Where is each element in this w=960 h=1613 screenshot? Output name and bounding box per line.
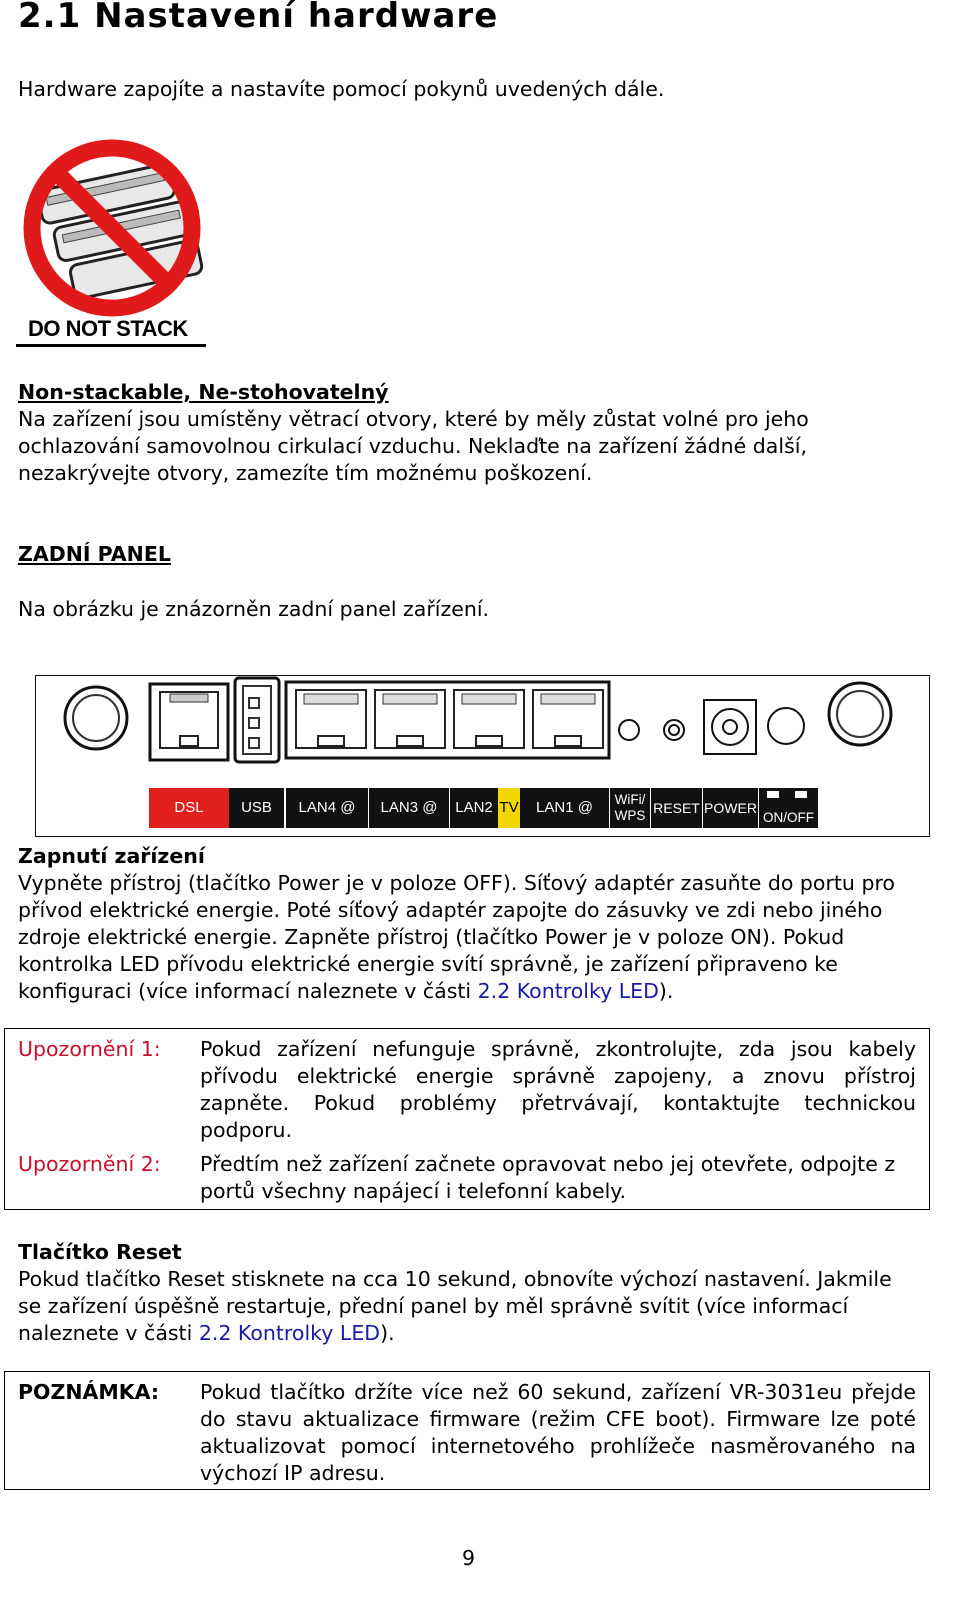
label-reset	[651, 788, 702, 828]
power-switch-icon	[768, 708, 804, 744]
power-on-text: Vypněte přístroj (tlačítko Power je v poloze OFF). Síťový adaptér zasuňte do portu pro přívod elektrické energie. Poté síťový adaptér zapojte do zásuvky ve zdi nebo jiného zdroje elektrické energie. Zapněte přístroj (tlačítko Power je v poloze ON). Pokud kontrolka LED přívodu elektrické energie svítí správně, je zařízení připraveno ke konfiguraci (více informací naleznete v části	[18, 871, 895, 1003]
label-onoff	[759, 788, 818, 828]
rear-panel-diagram	[35, 675, 930, 837]
warning-2-text: Předtím než zařízení začnete opravovat nebo jej otevřete, odpojte z portů všechny napájecí i telefonní kabely.	[200, 1152, 896, 1203]
no-stack-icon	[14, 128, 214, 350]
non-stackable-body: Na zařízení jsou umístěny větrací otvory, které by měly zůstat volné pro jeho ochlazování samovolnou cirkulací vzduchu. Neklaďte na zařízení žádné další, nezakrývejte otvory, zamezíte tím možnému poškození.	[18, 407, 809, 485]
power-on-title: Zapnutí zařízení	[18, 844, 205, 868]
power-jack-icon	[704, 700, 756, 754]
reset-body	[18, 1266, 913, 1347]
label-tv-text: TV	[499, 799, 519, 816]
antenna-right-icon	[829, 683, 891, 745]
label-wifi-text: WiFi/	[614, 792, 646, 807]
note-text: Pokud tlačítko držíte více než 60 sekund, zařízení VR-3031eu přejde do stavu aktualizace firmware (režim CFE boot). Firmware lze poté aktualizovat pomocí internetového prohlížeče nasměrovaného na výchozí IP adresu.	[200, 1380, 916, 1485]
rear-panel-title: ZADNÍ PANEL	[18, 542, 171, 566]
reset-title: Tlačítko Reset	[18, 1240, 182, 1264]
warning-1-label: Upozornění 1:	[18, 1037, 161, 1061]
label-lan1-text: LAN1 @	[536, 799, 593, 816]
label-usb	[229, 788, 284, 828]
usb-port-icon	[235, 678, 279, 762]
wps-button-icon	[619, 720, 639, 740]
reset-text: Pokud tlačítko Reset stisknete na cca 10 sekund, obnovíte výchozí nastavení. Jakmile se zařízení úspěšně restartuje, přední panel by měl správně svítit (více informací naleznete v části	[18, 1267, 892, 1345]
sign-underline	[16, 344, 206, 347]
page-title: 2.1 Nastavení hardware	[18, 0, 499, 36]
antenna-left-icon	[65, 687, 127, 749]
label-onoff-text: ON/OFF	[763, 810, 814, 825]
label-usb-text: USB	[241, 799, 272, 816]
power-on-body	[18, 870, 933, 1005]
label-lan3	[369, 788, 449, 828]
power-on-tail: ).	[658, 979, 674, 1003]
lan-ports-icon	[286, 682, 609, 758]
switch-off-icon	[767, 791, 779, 798]
label-dsl	[149, 788, 229, 828]
label-dsl-text: DSL	[174, 799, 204, 816]
reset-led-link[interactable]: 2.2 Kontrolky LED	[198, 1321, 381, 1345]
non-stackable-title: Non-stackable, Ne-stohovatelný	[18, 380, 389, 404]
switch-on-icon	[795, 791, 807, 798]
label-lan2	[450, 788, 498, 828]
reset-button-icon	[664, 720, 684, 740]
warning-1-text: Pokud zařízení nefunguje správně, zkontrolujte, zda jsou kabely přívodu elektrické energie správně zapojeny, a znovu přístroj zapněte. Pokud problémy přetrvávají, kontaktujte technickou podporu.	[200, 1037, 916, 1142]
label-power-text: POWER	[704, 800, 757, 816]
reset-tail: ).	[380, 1321, 395, 1345]
stack-sign-label: DO NOT STACK	[28, 316, 188, 341]
rear-panel-caption: Na obrázku je znázorněn zadní panel zařízení.	[18, 597, 490, 621]
label-tv	[498, 788, 520, 828]
page-number: 9	[462, 1546, 476, 1570]
note-label: POZNÁMKA:	[18, 1380, 160, 1404]
intro-text: Hardware zapojíte a nastavíte pomocí pokynů uvedených dále.	[18, 77, 665, 101]
label-lan4	[286, 788, 368, 828]
dsl-port-icon	[150, 684, 228, 760]
label-lan2-text: LAN2	[455, 799, 493, 816]
led-section-link[interactable]: 2.2 Kontrolky LED	[477, 979, 659, 1003]
label-lan4-text: LAN4 @	[298, 799, 356, 816]
label-wifi-wps	[610, 788, 650, 828]
label-reset-text: RESET	[653, 800, 700, 816]
label-lan1	[520, 788, 609, 828]
label-wps-text: WPS	[614, 808, 646, 823]
label-lan3-text: LAN3 @	[380, 799, 438, 816]
warning-2-label: Upozornění 2:	[18, 1152, 161, 1176]
label-power	[703, 788, 758, 828]
